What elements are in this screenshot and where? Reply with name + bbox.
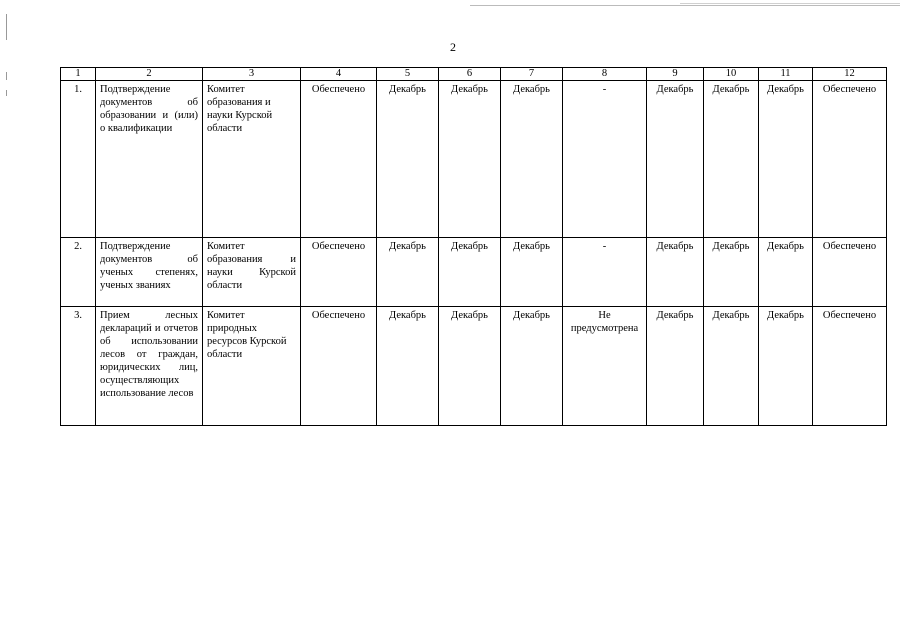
page-number: 2: [450, 40, 456, 54]
scan-margin-mark: [6, 14, 7, 40]
table-cell: Декабрь: [501, 307, 563, 426]
col-header: 4: [301, 68, 377, 81]
scan-margin-mark: [6, 72, 7, 80]
col-header: 6: [439, 68, 501, 81]
table-cell: Декабрь: [377, 81, 439, 238]
table-cell: -: [563, 81, 647, 238]
col-header: 10: [704, 68, 759, 81]
col-header: 1: [61, 68, 96, 81]
table-cell: Декабрь: [647, 238, 704, 307]
col-header: 7: [501, 68, 563, 81]
col-header: 3: [203, 68, 301, 81]
row-number: 3.: [61, 307, 96, 426]
scan-edge-line: [470, 5, 900, 6]
table-cell: Декабрь: [759, 238, 813, 307]
col-header: 8: [563, 68, 647, 81]
scan-margin-mark: [6, 90, 7, 96]
table-cell: Декабрь: [501, 81, 563, 238]
table-cell: Декабрь: [439, 81, 501, 238]
table-cell: Декабрь: [704, 307, 759, 426]
table-cell: Декабрь: [647, 307, 704, 426]
table-row: [61, 238, 887, 307]
table-cell: Декабрь: [647, 81, 704, 238]
table-row: [61, 81, 887, 238]
service-name: Прием лесных деклараций и отчетов об использовании лесов от граждан, юридических лиц, осуществляющих использование лесов: [96, 307, 203, 426]
header-row: [61, 68, 887, 81]
authority-name: Комитет образования и науки Курской области: [203, 81, 301, 238]
table-cell: Декабрь: [439, 307, 501, 426]
table-cell: Декабрь: [704, 81, 759, 238]
table-cell: Декабрь: [501, 238, 563, 307]
scan-edge-line: [680, 3, 900, 4]
table-cell: Обеспечено: [813, 307, 887, 426]
col-header: 12: [813, 68, 887, 81]
table-cell: Обеспечено: [813, 238, 887, 307]
row-number: 1.: [61, 81, 96, 238]
table-cell: Обеспечено: [301, 238, 377, 307]
table-cell: Обеспечено: [301, 81, 377, 238]
col-header: 2: [96, 68, 203, 81]
col-header: 11: [759, 68, 813, 81]
authority-name: Комитет образования и науки Курской области: [203, 238, 301, 307]
table-cell: -: [563, 238, 647, 307]
service-name: Подтверждение документов об образовании и (или) о квалификации: [96, 81, 203, 238]
table-cell: Обеспечено: [813, 81, 887, 238]
table-cell: Не предусмотрена: [563, 307, 647, 426]
table-cell: Декабрь: [759, 307, 813, 426]
table-cell: Декабрь: [377, 238, 439, 307]
col-header: 9: [647, 68, 704, 81]
services-table: [60, 67, 887, 426]
service-name: Подтверждение документов об ученых степенях, ученых званиях: [96, 238, 203, 307]
row-number: 2.: [61, 238, 96, 307]
col-header: 5: [377, 68, 439, 81]
table-cell: Декабрь: [704, 238, 759, 307]
table-cell: Декабрь: [377, 307, 439, 426]
table-cell: Декабрь: [759, 81, 813, 238]
authority-name: Комитет природных ресурсов Курской области: [203, 307, 301, 426]
table-cell: Декабрь: [439, 238, 501, 307]
table-row: [61, 307, 887, 426]
table-cell: Обеспечено: [301, 307, 377, 426]
